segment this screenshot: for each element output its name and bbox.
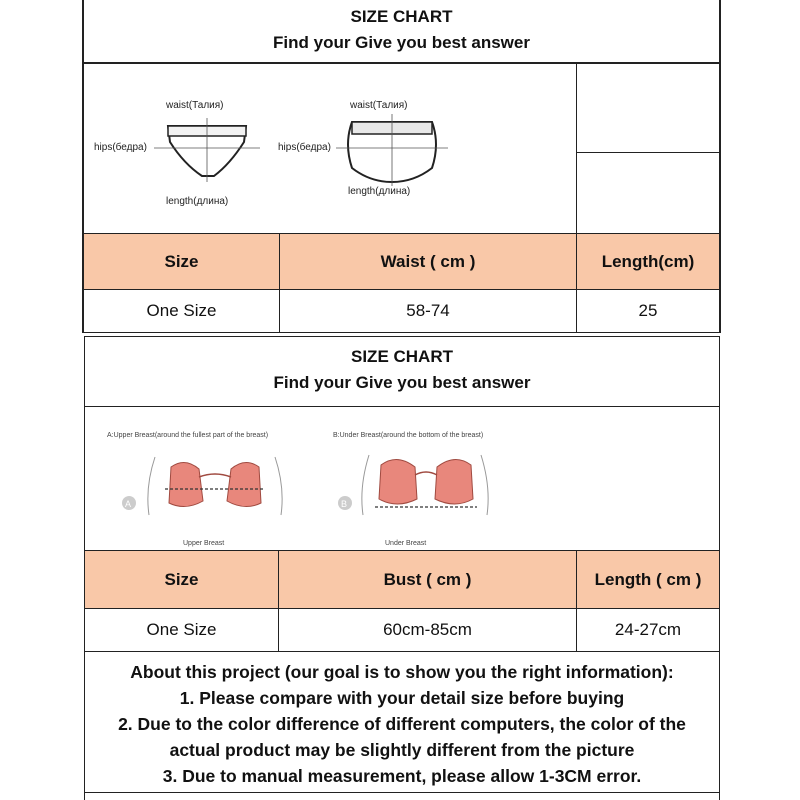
panty-length-label-2: length(длина)	[348, 186, 411, 197]
notes-intro: About this project (our goal is to show you the right information):	[130, 662, 674, 682]
bra-header-bust: Bust ( cm )	[279, 551, 576, 608]
notes-block	[85, 659, 719, 789]
panty-hips-label-1: hips(бедра)	[94, 142, 147, 153]
panty-chart-subtitle: Find your Give you best answer	[273, 33, 530, 52]
brief-illustration	[154, 118, 260, 182]
panty-header-length: Length(cm)	[577, 234, 719, 289]
figure-a-illustration	[122, 457, 282, 515]
panty-cell-length: 25	[638, 301, 658, 320]
notes-line-2a: 2. Due to the color difference of different computers, the color of the	[118, 714, 686, 734]
panty-hips-label-2: hips(бедра)	[278, 142, 331, 153]
bra-label-under-breast: Under Breast	[385, 540, 427, 547]
panty-cell-waist: 58-74	[406, 301, 450, 320]
panty-header-waist: Waist ( cm )	[280, 234, 576, 289]
figure-b-illustration	[338, 455, 488, 515]
panty-header-size: Size	[84, 234, 279, 289]
bra-header-length: Length ( cm )	[577, 551, 719, 608]
bra-cell-size: One Size	[146, 620, 217, 639]
bra-header-size: Size	[85, 551, 278, 608]
figure-b-marker: B	[341, 499, 348, 509]
notes-line-3: 3. Due to manual measurement, please allow 1-3CM error.	[162, 766, 642, 786]
panty-waist-label-1: waist(Талия)	[166, 100, 224, 111]
boyshort-illustration	[336, 114, 448, 186]
panty-waist-label-2: waist(Талия)	[350, 100, 408, 111]
notes-line-1: 1. Please compare with your detail size before buying	[179, 688, 625, 708]
bra-cell-bust: 60cm-85cm	[383, 620, 472, 639]
panty-chart-title: SIZE CHART	[350, 7, 453, 26]
figure-a-marker: A	[125, 499, 132, 509]
bra-caption-b: B:Under Breast(around the bottom of the breast)	[333, 432, 484, 439]
bra-caption-a: A:Upper Breast(around the fullest part of the breast)	[107, 432, 269, 439]
bra-measurement-diagram	[85, 407, 719, 550]
bra-chart-subtitle: Find your Give you best answer	[273, 373, 531, 392]
notes-line-2b: actual product may be slightly different from the picture	[169, 740, 635, 760]
bra-label-upper-breast: Upper Breast	[183, 540, 225, 547]
bra-cell-length: 24-27cm	[614, 620, 682, 639]
panty-length-label-1: length(длина)	[166, 196, 229, 207]
panty-cell-size: One Size	[146, 301, 217, 320]
bra-chart-title: SIZE CHART	[351, 347, 453, 366]
panty-measurement-diagram	[84, 64, 574, 234]
